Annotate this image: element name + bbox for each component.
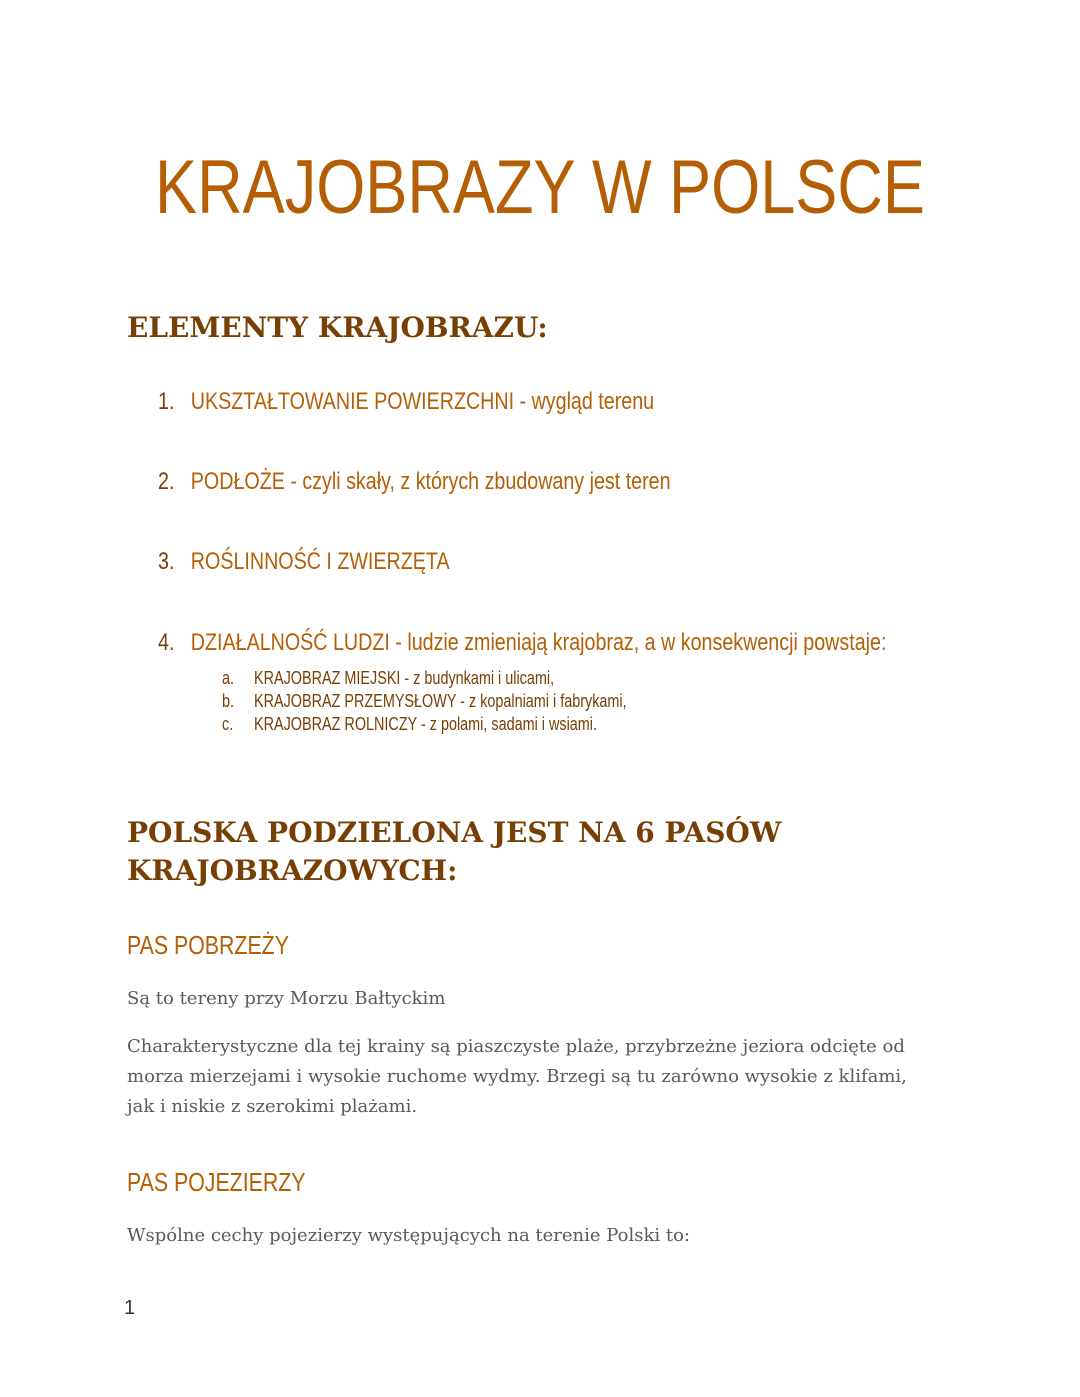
list-item-number: 2. bbox=[158, 468, 175, 495]
list-item bbox=[158, 628, 886, 658]
page-title: KRAJOBRAZY W POLSCE bbox=[154, 145, 925, 230]
sublist-item-text: KRAJOBRAZ ROLNICZY - z polami, sadami i wsiami. bbox=[254, 714, 598, 734]
subheading-pas-pobrzezy: PAS POBRZEŻY bbox=[127, 930, 289, 960]
sublist-item bbox=[222, 713, 597, 735]
list-item-text: ROŚLINNOŚĆ I ZWIERZĘTA bbox=[190, 548, 450, 575]
list-item-text: DZIAŁALNOŚĆ LUDZI - ludzie zmieniają krajobraz, a w konsekwencji powstaje: bbox=[190, 629, 887, 656]
list-item-text: PODŁOŻE - czyli skały, z których zbudowany jest teren bbox=[190, 468, 671, 495]
list-item-text: UKSZTAŁTOWANIE POWIERZCHNI - wygląd terenu bbox=[190, 388, 655, 415]
list-item bbox=[158, 467, 671, 497]
subheading-pas-pojezierzy: PAS POJEZIERZY bbox=[127, 1167, 306, 1197]
sublist-item-letter: a. bbox=[222, 668, 235, 688]
sublist-item-letter: c. bbox=[222, 714, 234, 734]
list-item-number: 4. bbox=[158, 629, 175, 656]
section-heading-landscape-belts: POLSKA PODZIELONA JEST NA 6 PASÓW KRAJOBRAZOWYCH: bbox=[127, 816, 782, 887]
list-item bbox=[158, 387, 654, 417]
list-item bbox=[158, 547, 450, 577]
paragraph: Wspólne cechy pojezierzy występujących na terenie Polski to: bbox=[127, 1225, 691, 1246]
list-item-number: 1. bbox=[158, 388, 175, 415]
sublist-item-text: KRAJOBRAZ PRZEMYSŁOWY - z kopalniami i fabrykami, bbox=[254, 691, 627, 711]
sublist-item-letter: b. bbox=[222, 691, 235, 711]
section-heading-elements: ELEMENTY KRAJOBRAZU: bbox=[127, 311, 548, 344]
sublist-item-text: KRAJOBRAZ MIEJSKI - z budynkami i ulicami, bbox=[254, 668, 555, 688]
sublist-item bbox=[222, 667, 554, 689]
paragraph: Charakterystyczne dla tej krainy są piaszczyste plaże, przybrzeżne jeziora odcięte od morza mierzejami i wysokie ruchome wydmy. Brzegi są tu zarówno wysokie z klifami, jak i niskie z szerokimi plażami. bbox=[127, 1036, 907, 1117]
page-number: 1 bbox=[124, 1297, 136, 1319]
sublist-item bbox=[222, 690, 627, 712]
list-item-number: 3. bbox=[158, 548, 175, 575]
paragraph: Są to tereny przy Morzu Bałtyckim bbox=[127, 988, 446, 1009]
